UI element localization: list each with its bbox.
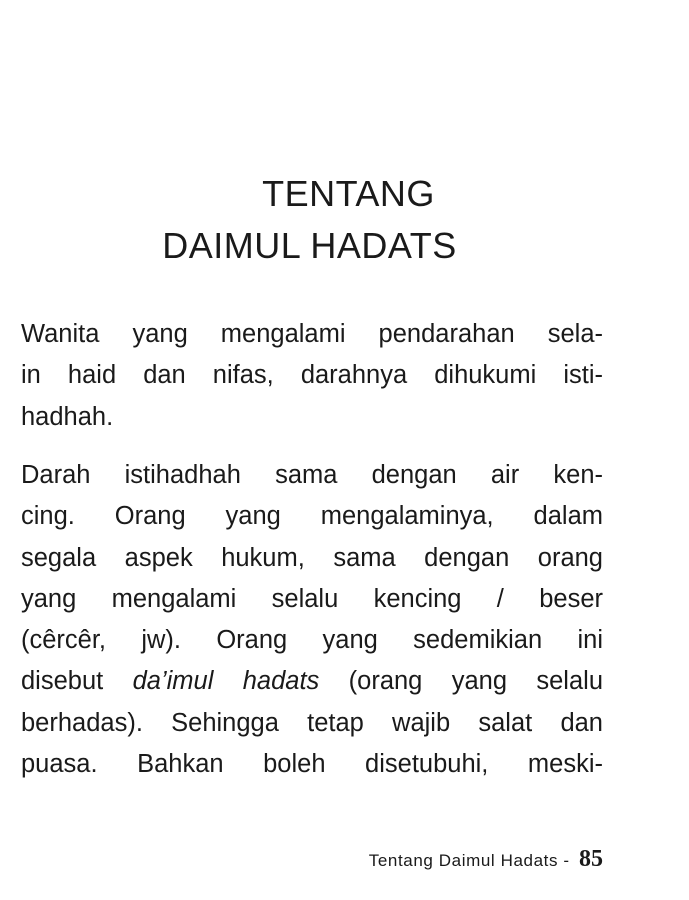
page-number: 85 bbox=[579, 846, 603, 872]
line-text-before-term: disebut bbox=[21, 667, 133, 696]
paragraph-1-line: Wanita yang mengalami pendarahan sela- bbox=[21, 320, 603, 348]
paragraph-2-line: cing. Orang yang mengalaminya, dalam bbox=[21, 502, 603, 531]
running-title: Tentang Daimul Hadats - bbox=[368, 851, 570, 870]
paragraph-2-line: puasa. Bahkan boleh disetubuhi, meski- bbox=[21, 750, 603, 779]
paragraph-2-line: (cêrcêr, jw). Orang yang sedemikian ini bbox=[21, 626, 603, 655]
line-text-after-term: (orang yang selalu bbox=[319, 667, 603, 696]
paragraph-1 bbox=[21, 314, 603, 438]
chapter-title bbox=[0, 168, 689, 272]
chapter-title-line-2: DAIMUL HADATS bbox=[162, 225, 457, 266]
paragraph-2-line: berhadas). Sehingga tetap wajib salat dan bbox=[21, 708, 603, 737]
paragraph-2 bbox=[21, 455, 603, 785]
paragraph-2-line: yang mengalami selalu kencing / beser bbox=[21, 584, 603, 613]
paragraph-2-line-with-term bbox=[21, 661, 603, 702]
paragraph-1-line: hadhah. bbox=[21, 402, 114, 431]
paragraph-2-line: segala aspek hukum, sama dengan orang bbox=[21, 543, 603, 572]
italic-term: da’imul hadats bbox=[132, 667, 320, 696]
chapter-title-line-1: TENTANG bbox=[262, 173, 435, 214]
paragraph-2-line: Darah istihadhah sama dengan air ken- bbox=[21, 461, 603, 489]
paragraph-1-line: in haid dan nifas, darahnya dihukumi isti- bbox=[21, 361, 603, 390]
page-footer bbox=[369, 846, 603, 873]
